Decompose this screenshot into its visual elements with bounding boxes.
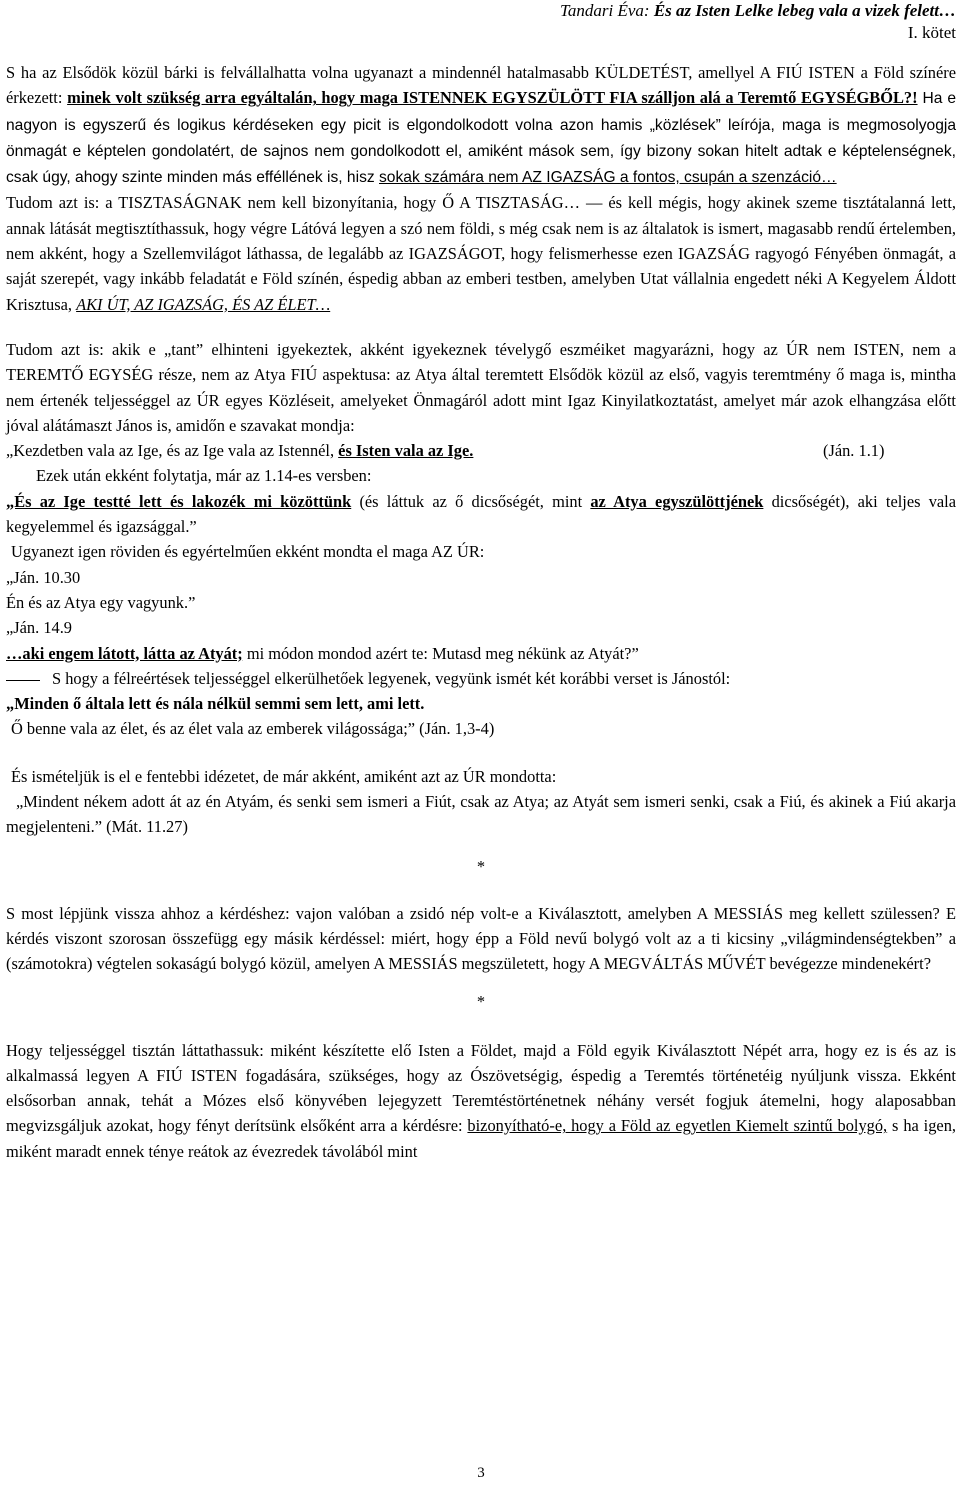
p1-text-c: Ha e nagyon is egyszerű és logikus kérdéseken egy picit is elgondolkodott volna azon hamis „közlések” leírója, maga is megmosolyogja önmagát e képtelen gondolatért, de sajnos nem gondolkodott el, amiként mások sem, így bizony sokan hitelt adtak e képtelenségnek, csak úgy, ahogy szinte minden más efféllének is, hisz	[6, 90, 956, 187]
paragraph-5: S most lépjünk vissza ahhoz a kérdéshez: vajon valóban a zsidó nép volt-e a Kiválasztott, amelyben A MESSIÁS meg kellett szülessen? E kérdés viszont szorosan összefügg egy másik kérdéssel: miért, hogy épp a Föld nevű bolygó volt az a ti kicsiny „világmindenségtekben” a (számotokra) végtelen sokaságú bolygó közül, amelyen A MESSIÁS megszületett, hogy A MEGVÁLTÁS MŰVÉT bevégezze mindenekért?	[6, 903, 956, 974]
paragraph-2	[6, 190, 956, 316]
p6-text-a: Hogy teljességgel tisztán láttathassuk: miként készítette elő Isten a Földet, majd a Föld egyik Kiválasztott Népét arra, hogy ez is és az is alkalmassá legyen A FIÚ ISTEN fogadására, szükséges, hogy az Ószövetségig, éspedig a Teremtés történetéig nyúljunk vissza. Ekként elsősorban annak, tehát a Mózes első könyvében lejegyzett Teremtéstörténetnek néhány versét fogjuk átemelni, hogy alaposabban megvizsgáljuk azokat, hogy fényt derítsünk elsőként arra a kérdésre:	[6, 1040, 956, 1136]
quote-john-1-1	[6, 438, 956, 463]
q5-text: „Mindent nékem adott át az én Atyám, és senki sem ismeri a Fiút, csak az Atya; az Atyát sem ismeri senki, csak a Fiú, és akinek a Fiú akarja megjelenteni.” (Mát. 11.27)	[6, 792, 956, 837]
header-book-title: És az Isten Lelke lebeg vala a vizek felett…	[653, 1, 956, 20]
line-ezek-utan: Ezek után ekként folytatja, már az 1.14-es versben:	[36, 466, 372, 486]
p4-text: S hogy a félreértések teljességgel elkerülhetőek legyenek, vegyünk ismét két korábbi verset is Jánostól:	[52, 668, 731, 688]
line-es-ismeteljuk: És ismételjük is el e fentebbi idézetet, de már akként, amiként azt az ÚR mondotta:	[11, 766, 557, 786]
line-o-benne: Ő benne vala az élet, és az élet vala az emberek világossága;” (Ján. 1,3-4)	[11, 719, 495, 739]
line-en-es-az-atya: Én és az Atya egy vagyunk.”	[6, 592, 196, 612]
p2-italic-phrase: AKI ÚT, AZ IGAZSÁG, ÉS AZ ÉLET…	[76, 294, 331, 314]
em-dash	[6, 680, 40, 681]
q2-bold-c: az Atya egyszülöttjének	[590, 491, 764, 511]
p6-text-c: s ha igen, miként maradt ennek ténye reátok az évezredek távolából mint	[6, 1116, 956, 1161]
paragraph-6	[6, 1038, 956, 1164]
q1-text: „Kezdetben vala az Ige, és az Ige vala az Istennél,	[6, 441, 339, 461]
line-ugyanezt: Ugyanezt igen röviden és egyértelműen ekként mondta el maga AZ ÚR:	[11, 542, 485, 562]
q1-reference: (Ján. 1.1)	[823, 441, 885, 461]
quote-john-1-14	[6, 489, 956, 540]
p1-underlined-phrase: sokak számára nem AZ IGAZSÁG a fontos, csupán a szenzáció…	[379, 169, 837, 187]
q3-text: mi módon mondod azért te: Mutasd meg nékünk az Atyát?”	[242, 643, 639, 663]
paragraph-4	[6, 666, 956, 691]
header-volume: I. kötet	[907, 23, 956, 42]
q1-bold: és Isten vala az Ige.	[338, 441, 474, 461]
q2-text-b: (és láttuk az ő dicsőségét, mint	[351, 491, 591, 511]
line-jan-14-9: „Ján. 14.9	[6, 618, 73, 638]
q3-bold: …aki engem látott, látta az Atyát;	[6, 643, 243, 663]
page-number: 3	[477, 1465, 485, 1481]
quote-john-14-9	[6, 641, 956, 666]
quote-matthew-11-27	[6, 789, 956, 840]
header-author: Tandari Éva:	[560, 1, 654, 20]
running-header	[6, 0, 956, 44]
p1-text-a: S ha az Elsődök közül bárki is felvállalhatta volna ugyanazt a mindennél hatalmasabb KÜLDETÉST, amellyel A FIÚ ISTEN a Föld színére érkezett:	[6, 63, 956, 108]
paragraph-3: Tudom azt is: akik e „tant” elhinteni igyekeztek, akként igyekeznek tévelygő eszméiket magyarázni, hogy az ÚR nem ISTEN, nem a TEREMTŐ EGYSÉG része, nem az Atya FIÚ aspektusa: az Atya által teremtett Elsődök közül az első, vagyis teremtmény ő maga is, mintha nem értenék teljességgel az ÚR egyes Közléseit, amelyeket Önmagáról adott mint Igaz Kinyilatkoztatást, amelyet már azok elhangzása előtt jóval alátámaszt János is, amidőn e szavakat mondja:	[6, 339, 956, 435]
header-title-line	[6, 0, 956, 22]
line-jan-10-30: „Ján. 10.30	[6, 567, 81, 587]
paragraph-1	[6, 60, 956, 190]
p1-bold-question: minek volt szükség arra egyáltalán, hogy maga ISTENNEK EGYSZÜLÖTT FIA szálljon alá a Teremtő EGYSÉGBŐL?!	[67, 88, 918, 108]
quote-john-1-3: „Minden ő általa lett és nála nélkül semmi sem lett, ami lett.	[6, 694, 425, 714]
p6-underlined: bizonyítható-e, hogy a Föld az egyetlen Kiemelt szintű bolygó,	[467, 1116, 888, 1136]
document-page	[6, 0, 956, 1481]
p2-text-a: Tudom azt is: a TISZTASÁGNAK nem kell bizonyítania, hogy Ő A TISZTASÁG… — és kell mégis, hogy akinek szeme tisztátalanná lett, annak látását megtisztíthassuk, hogy végre Látóvá legyen a szó nem földi, s még csak nem is az általatok is ismert, magasabb rendű értelemben, nem akként, hogy a Szellemvilágot láthassa, de legalább az IGAZSÁGOT, hogy felismerhesse ezen IGAZSÁG ragyogó Fényében önmagát, a saját szerepét, vagy inkább feladatát e Föld színén, éspedig abban az emberi testben, amelyben Utat vállalnia engedett néki A Kegyelem Áldott Krisztusa,	[6, 193, 956, 314]
q2-bold: „És az Ige testté lett és lakozék mi közöttünk	[6, 491, 352, 511]
separator-star-2: *	[476, 991, 486, 1011]
q2-text-d: dicsőségét), aki teljes vala kegyelemmel és igazsággal.”	[6, 491, 956, 537]
separator-star-1: *	[476, 856, 486, 876]
